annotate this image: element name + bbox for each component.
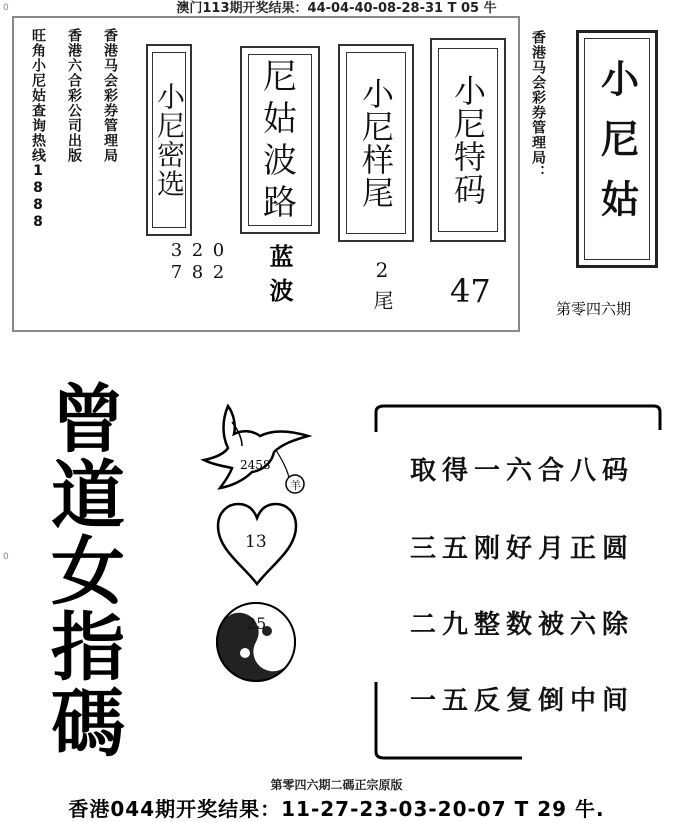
dove-icon — [198, 400, 320, 496]
frame-secret-pick-title: 小尼密选 — [153, 82, 186, 198]
dove-number: 2458 — [240, 458, 271, 472]
poem-line: 二九整数被六除 — [410, 610, 635, 640]
poem-line: 一五反复倒中间 — [410, 686, 635, 716]
wave-road-value: 蓝波 — [265, 244, 293, 312]
poem-line: 三五刚好月正圆 — [410, 534, 635, 564]
issue-label: 第零四六期 — [556, 300, 632, 318]
big-title-char: 道 — [51, 453, 125, 539]
bureau-column-right: 香港马会彩券管理局： — [530, 30, 546, 180]
dove-tag: 羊 — [290, 479, 301, 492]
publisher-column: 香港六合彩公司出版 — [66, 28, 82, 163]
heart-number: 13 — [245, 532, 267, 552]
footer-caption: 第零四六期二碼正宗原版 — [270, 778, 403, 792]
frame-special-code-title: 小尼特码 — [449, 74, 487, 206]
frame-secret-pick — [146, 44, 192, 236]
yinyang-icon — [214, 600, 298, 684]
frame-tail-sample — [338, 44, 414, 242]
margin-mark-top: 0 — [3, 3, 9, 13]
big-title-char: 指 — [51, 605, 125, 691]
big-title — [38, 377, 138, 767]
macau-result-header: 澳门113期开奖结果：44-04-40-08-28-31 T 05 牛 — [176, 1, 497, 16]
frame-wave-road-title: 尼姑波路 — [263, 57, 297, 223]
frame-special-code — [430, 38, 506, 242]
margin-mark-middle: 0 — [3, 552, 9, 562]
poem-box — [372, 402, 662, 762]
yinyang-number: 25 — [246, 614, 267, 633]
frame-wave-road — [240, 46, 320, 234]
poem-line: 取得一六合八码 — [410, 456, 635, 486]
brand-title: 小尼姑 — [594, 59, 640, 239]
secret-pick-numbers: 02 28 37 — [166, 240, 229, 284]
big-title-char: 女 — [51, 529, 125, 615]
frame-tail-sample-title: 小尼样尾 — [357, 77, 395, 209]
hotline-column: 旺角小尼姑查询热线1888 — [30, 28, 46, 231]
big-title-char: 碼 — [51, 681, 125, 767]
big-title-char: 曾 — [51, 377, 125, 463]
brand-box — [576, 30, 658, 268]
special-code-value: 47 — [450, 272, 491, 310]
tail-sample-value: 2尾 — [370, 258, 394, 318]
hk-result: 香港044期开奖结果：11-27-23-03-20-07 T 29 牛. — [68, 797, 605, 821]
bureau-column-left: 香港马会彩券管理局 — [102, 28, 118, 163]
